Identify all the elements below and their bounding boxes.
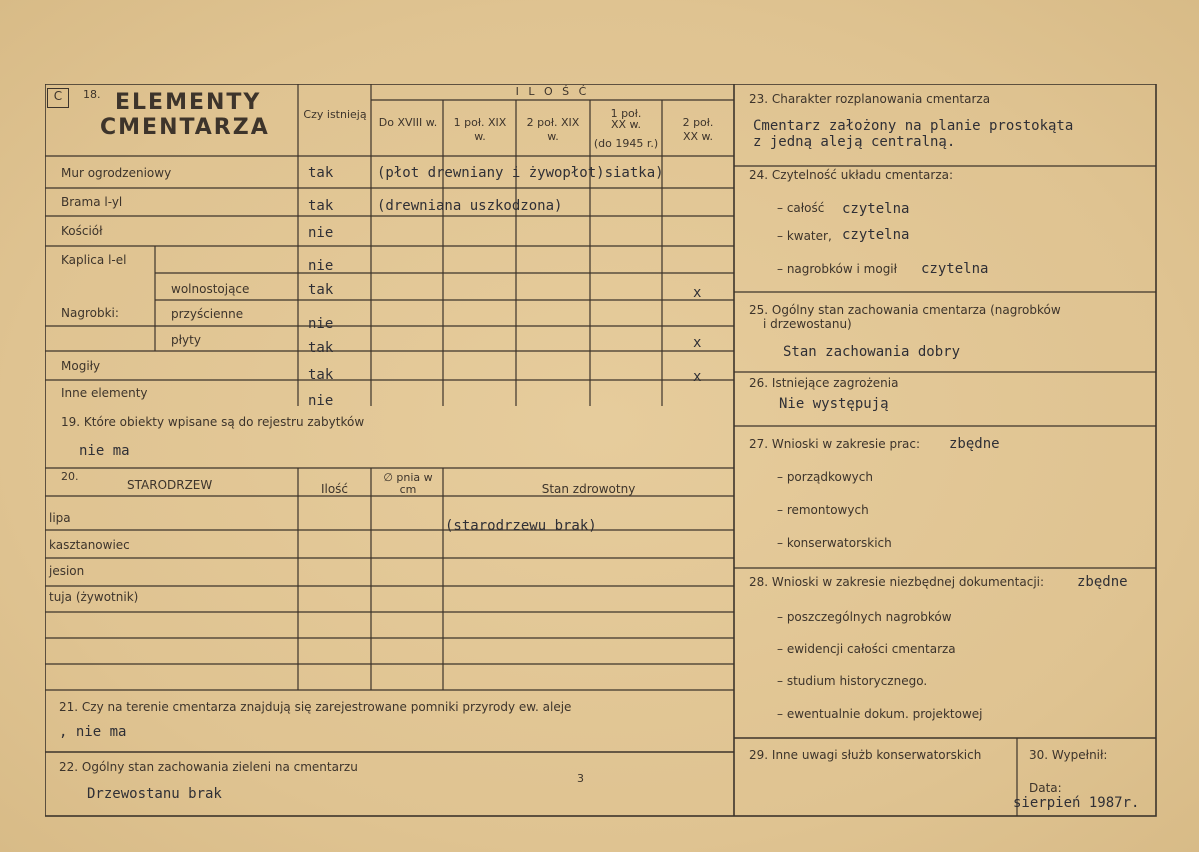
value-przyscienne: nie bbox=[308, 316, 334, 332]
section28-item-nagrobkow: – poszczególnych nagrobków bbox=[777, 610, 952, 624]
row-label-mogily: Mogiły bbox=[61, 359, 101, 373]
section19-value: nie ma bbox=[79, 443, 130, 459]
section26-label: 26. Istniejące zagrożenia bbox=[749, 376, 899, 390]
section23-label: 23. Charakter rozplanowania cmentarza bbox=[749, 92, 991, 106]
section28-label: 28. Wnioski w zakresie niezbędnej dokumentacji: bbox=[749, 575, 1045, 589]
mark-plyty: x bbox=[693, 335, 702, 351]
value-wolnostojace: tak bbox=[308, 282, 334, 298]
section19-label: 19. Które obiekty wpisane są do rejestru zabytków bbox=[61, 415, 365, 429]
cemetery-form bbox=[45, 84, 1158, 818]
section30-date-label: Data: bbox=[1029, 781, 1062, 795]
section-letter-box: C bbox=[47, 88, 69, 108]
section28-item-projektowej: – ewentualnie dokum. projektowej bbox=[777, 707, 983, 721]
col-header-stan: Stan zdrowotny bbox=[541, 482, 636, 496]
section26-value: Nie występują bbox=[779, 396, 889, 412]
section23-line1: Cmentarz założony na planie prostokąta bbox=[753, 118, 1074, 134]
section18-title-line2: CMENTARZA bbox=[100, 115, 270, 140]
value-inne: nie bbox=[308, 393, 334, 409]
section24-calosc-value: czytelna bbox=[842, 201, 910, 217]
col-header-1pol-xx: 1 poł. XX w. bbox=[610, 107, 642, 131]
section20-title: STARODRZEW bbox=[127, 478, 213, 492]
section24-kwater-label: – kwater, bbox=[777, 229, 832, 243]
section28-value: zbędne bbox=[1077, 574, 1128, 590]
stray-mark: 3 bbox=[577, 772, 584, 785]
row-label-plyty: płyty bbox=[171, 333, 201, 347]
section20-note: (starodrzewu brak) bbox=[445, 518, 597, 534]
section18-number: 18. bbox=[83, 88, 101, 101]
col-header-do-xviii: Do XVIII w. bbox=[378, 116, 438, 129]
section27-value: zbędne bbox=[949, 436, 1000, 452]
row-label-nagrobki: Nagrobki: bbox=[61, 306, 119, 320]
section18-title-line1: ELEMENTY bbox=[115, 90, 262, 115]
tree-row-tuja: tuja (żywotnik) bbox=[49, 590, 139, 604]
section24-nagrobkow-label: – nagrobków i mogił bbox=[777, 262, 898, 276]
section24-kwater-value: czytelna bbox=[842, 227, 910, 243]
section20-number: 20. bbox=[61, 470, 79, 483]
row-label-kaplica: Kaplica l-el bbox=[61, 253, 127, 267]
mark-mogily: x bbox=[693, 369, 702, 385]
value-mur: tak bbox=[308, 165, 334, 181]
col-header-ilosc: I L O Ś Ć bbox=[515, 85, 590, 98]
section27-item-porzadkowych: – porządkowych bbox=[777, 470, 873, 484]
col-header-1pol-xix: 1 poł. XIX w. bbox=[453, 116, 507, 143]
tree-row-kasztanowiec: kasztanowiec bbox=[49, 538, 130, 552]
value-kosciol: nie bbox=[308, 225, 334, 241]
col-header-2pol-xix: 2 poł. XIX w. bbox=[526, 116, 580, 143]
row-label-wolnostojace: wolnostojące bbox=[171, 282, 250, 296]
section25-label-line2: i drzewostanu) bbox=[763, 317, 852, 331]
row-label-przyscienne: przyścienne bbox=[171, 307, 244, 321]
value-plyty: tak bbox=[308, 340, 334, 356]
row-label-inne: Inne elementy bbox=[61, 386, 148, 400]
col-header-czy-istnieja: Czy istnieją bbox=[303, 108, 367, 121]
section28-item-studium: – studium historycznego. bbox=[777, 674, 928, 688]
section28-item-ewidencji: – ewidencji całości cmentarza bbox=[777, 642, 956, 656]
col-header-1pol-xx-note: (do 1945 r.) bbox=[593, 137, 659, 150]
tree-row-lipa: lipa bbox=[49, 511, 71, 525]
section21-label: 21. Czy na terenie cmentarza znajdują się zarejestrowane pomniki przyrody ew. aleje bbox=[59, 700, 572, 714]
tree-row-jesion: jesion bbox=[49, 564, 85, 578]
section29-label: 29. Inne uwagi służb konserwatorskich bbox=[749, 748, 982, 762]
section22-value: Drzewostanu brak bbox=[87, 786, 222, 802]
section24-label: 24. Czytelność układu cmentarza: bbox=[749, 168, 954, 182]
section27-item-konserwatorskich: – konserwatorskich bbox=[777, 536, 892, 550]
row-label-mur: Mur ogrodzeniowy bbox=[61, 166, 172, 180]
row-label-brama: Brama l-yl bbox=[61, 195, 123, 209]
section21-value: , nie ma bbox=[59, 724, 127, 740]
section23-line2: z jedną aleją centralną. bbox=[753, 134, 956, 150]
section27-label: 27. Wnioski w zakresie prac: bbox=[749, 437, 921, 451]
section30-date-value: sierpień 1987r. bbox=[1013, 795, 1140, 811]
note-mur: (płot drewniany i żywopłot)siatka) bbox=[377, 165, 664, 181]
section30-label: 30. Wypełnił: bbox=[1029, 748, 1108, 762]
col-header-2pol-xx: 2 poł. XX w. bbox=[682, 116, 714, 143]
col-header-pnia: ∅ pnia w cm bbox=[383, 471, 433, 496]
section24-nagrobkow-value: czytelna bbox=[921, 261, 989, 277]
section24-calosc-label: – całość bbox=[777, 201, 825, 215]
section27-item-remontowych: – remontowych bbox=[777, 503, 869, 517]
row-label-kosciol: Kościół bbox=[61, 224, 103, 238]
value-kaplica: nie bbox=[308, 258, 334, 274]
mark-wolnostojace: x bbox=[693, 285, 702, 301]
value-brama: tak bbox=[308, 198, 334, 214]
section25-value: Stan zachowania dobry bbox=[783, 344, 961, 360]
section22-label: 22. Ogólny stan zachowania zieleni na cmentarzu bbox=[59, 760, 358, 774]
col-header-ilosc-trees: Ilość bbox=[320, 482, 349, 496]
note-brama: (drewniana uszkodzona) bbox=[377, 198, 563, 214]
section25-label-line1: 25. Ogólny stan zachowania cmentarza (nagrobków bbox=[749, 303, 1061, 317]
value-mogily: tak bbox=[308, 367, 334, 383]
